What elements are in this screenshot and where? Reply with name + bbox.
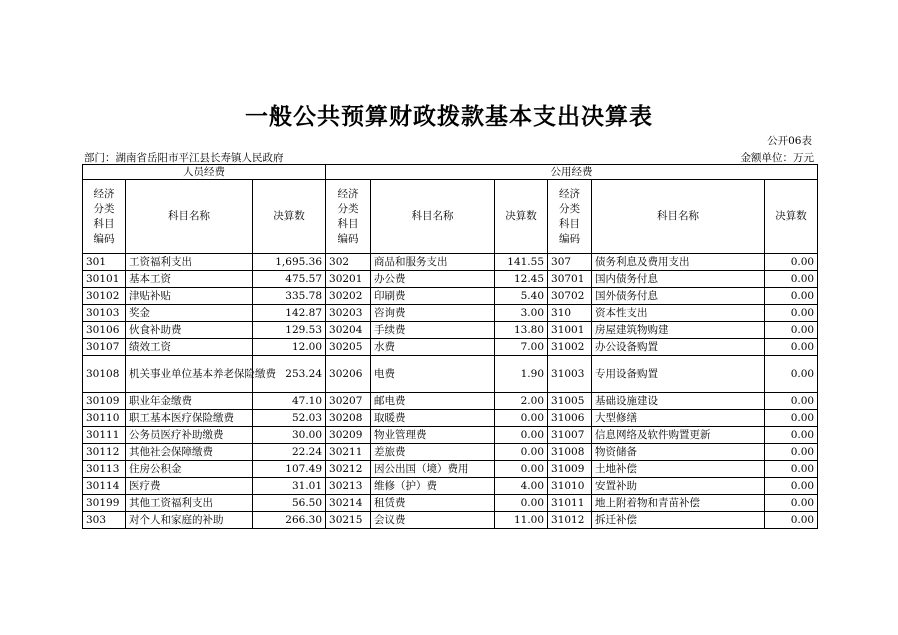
- name-cell: 基本工资: [126, 271, 253, 288]
- name-cell: 工资福利支出: [126, 254, 253, 271]
- name-cell: 医疗费: [126, 478, 253, 495]
- amount-cell: 0.00: [765, 410, 818, 427]
- code-cell: 31011: [548, 495, 592, 512]
- code-cell: 30102: [83, 288, 126, 305]
- code-cell: 30108: [83, 356, 126, 393]
- code-cell: 303: [83, 512, 126, 529]
- name-cell: 取暖费: [371, 410, 495, 427]
- amount-cell: 0.00: [765, 288, 818, 305]
- code-cell: 30207: [326, 393, 371, 410]
- amount-cell: 0.00: [765, 393, 818, 410]
- code-cell: 30214: [326, 495, 371, 512]
- code-cell: 30107: [83, 339, 126, 356]
- code-cell: 30109: [83, 393, 126, 410]
- amount-cell: 22.24: [253, 444, 326, 461]
- name-cell: 国外债务付息: [592, 288, 765, 305]
- amount-cell: 0.00: [495, 461, 548, 478]
- name-cell: 电费: [371, 356, 495, 393]
- name-cell: 机关事业单位基本养老保险缴费: [126, 356, 253, 393]
- code-cell: 30203: [326, 305, 371, 322]
- amount-cell: 13.80: [495, 322, 548, 339]
- form-number: 公开06表: [767, 135, 812, 147]
- amount-cell: 0.00: [765, 254, 818, 271]
- name-cell: 地上附着物和青苗补偿: [592, 495, 765, 512]
- code-cell: 302: [326, 254, 371, 271]
- header-amount-3: 决算数: [765, 180, 818, 254]
- amount-cell: 5.40: [495, 288, 548, 305]
- amount-unit-label: 金额单位：万元: [740, 152, 814, 164]
- code-cell: 31003: [548, 356, 592, 393]
- name-cell: 因公出国（境）费用: [371, 461, 495, 478]
- header-amount-1: 决算数: [253, 180, 326, 254]
- code-cell: 30112: [83, 444, 126, 461]
- code-cell: 31001: [548, 322, 592, 339]
- amount-cell: 1,695.36: [253, 254, 326, 271]
- amount-cell: 129.53: [253, 322, 326, 339]
- amount-cell: 475.57: [253, 271, 326, 288]
- name-cell: 手续费: [371, 322, 495, 339]
- name-cell: 办公费: [371, 271, 495, 288]
- amount-cell: 266.30: [253, 512, 326, 529]
- table-row: [83, 254, 818, 271]
- name-cell: 职工基本医疗保险缴费: [126, 410, 253, 427]
- table-row: [83, 271, 818, 288]
- code-cell: 30113: [83, 461, 126, 478]
- header-code-3: 经济分类科目编码: [548, 180, 592, 254]
- code-cell: 30211: [326, 444, 371, 461]
- name-cell: 对个人和家庭的补助: [126, 512, 253, 529]
- name-cell: 物资储备: [592, 444, 765, 461]
- name-cell: 基础设施建设: [592, 393, 765, 410]
- table-row: [83, 495, 818, 512]
- amount-cell: 0.00: [765, 495, 818, 512]
- group-personnel: 人员经费: [83, 165, 326, 180]
- name-cell: 大型修缮: [592, 410, 765, 427]
- amount-cell: 7.00: [495, 339, 548, 356]
- amount-cell: 0.00: [765, 512, 818, 529]
- amount-cell: 47.10: [253, 393, 326, 410]
- name-cell: 邮电费: [371, 393, 495, 410]
- code-cell: 31010: [548, 478, 592, 495]
- header-amount-2: 决算数: [495, 180, 548, 254]
- name-cell: 其他社会保障缴费: [126, 444, 253, 461]
- header-name-3: 科目名称: [592, 180, 765, 254]
- code-cell: 30110: [83, 410, 126, 427]
- amount-cell: 4.00: [495, 478, 548, 495]
- table-row: [83, 410, 818, 427]
- amount-cell: 31.01: [253, 478, 326, 495]
- amount-cell: 0.00: [765, 461, 818, 478]
- amount-cell: 0.00: [765, 305, 818, 322]
- name-cell: 伙食补助费: [126, 322, 253, 339]
- code-cell: 30209: [326, 427, 371, 444]
- name-cell: 公务员医疗补助缴费: [126, 427, 253, 444]
- amount-cell: 107.49: [253, 461, 326, 478]
- code-cell: 301: [83, 254, 126, 271]
- header-code-1: 经济分类科目编码: [83, 180, 126, 254]
- amount-cell: 141.55: [495, 254, 548, 271]
- code-cell: 30213: [326, 478, 371, 495]
- table-row: [83, 305, 818, 322]
- amount-cell: 1.90: [495, 356, 548, 393]
- name-cell: 会议费: [371, 512, 495, 529]
- code-cell: 30106: [83, 322, 126, 339]
- amount-cell: 3.00: [495, 305, 548, 322]
- table-row: [83, 444, 818, 461]
- name-cell: 差旅费: [371, 444, 495, 461]
- header-name-2: 科目名称: [371, 180, 495, 254]
- code-cell: 30101: [83, 271, 126, 288]
- amount-cell: 0.00: [495, 495, 548, 512]
- name-cell: 住房公积金: [126, 461, 253, 478]
- amount-cell: 0.00: [765, 322, 818, 339]
- name-cell: 土地补偿: [592, 461, 765, 478]
- amount-cell: 335.78: [253, 288, 326, 305]
- name-cell: 咨询费: [371, 305, 495, 322]
- amount-cell: 0.00: [495, 444, 548, 461]
- amount-cell: 253.24: [253, 356, 326, 393]
- code-cell: 30202: [326, 288, 371, 305]
- code-cell: 30201: [326, 271, 371, 288]
- department-label: 部门：湖南省岳阳市平江县长寿镇人民政府: [84, 152, 284, 164]
- amount-cell: 56.50: [253, 495, 326, 512]
- name-cell: 债务利息及费用支出: [592, 254, 765, 271]
- header-code-2: 经济分类科目编码: [326, 180, 371, 254]
- name-cell: 津贴补贴: [126, 288, 253, 305]
- amount-cell: 0.00: [765, 444, 818, 461]
- amount-cell: 0.00: [495, 427, 548, 444]
- name-cell: 安置补助: [592, 478, 765, 495]
- name-cell: 商品和服务支出: [371, 254, 495, 271]
- name-cell: 资本性支出: [592, 305, 765, 322]
- code-cell: 310: [548, 305, 592, 322]
- code-cell: 30212: [326, 461, 371, 478]
- amount-cell: 0.00: [765, 339, 818, 356]
- name-cell: 租赁费: [371, 495, 495, 512]
- name-cell: 绩效工资: [126, 339, 253, 356]
- name-cell: 房屋建筑物购建: [592, 322, 765, 339]
- amount-cell: 30.00: [253, 427, 326, 444]
- header-name-1: 科目名称: [126, 180, 253, 254]
- table-row: [83, 512, 818, 529]
- amount-cell: 11.00: [495, 512, 548, 529]
- name-cell: 国内债务付息: [592, 271, 765, 288]
- name-cell: 其他工资福利支出: [126, 495, 253, 512]
- name-cell: 拆迁补偿: [592, 512, 765, 529]
- amount-cell: 0.00: [765, 356, 818, 393]
- code-cell: 31008: [548, 444, 592, 461]
- budget-table: [82, 164, 818, 529]
- page-title: 一般公共预算财政拨款基本支出决算表: [245, 104, 653, 130]
- amount-cell: 12.00: [253, 339, 326, 356]
- code-cell: 30204: [326, 322, 371, 339]
- name-cell: 印刷费: [371, 288, 495, 305]
- amount-cell: 12.45: [495, 271, 548, 288]
- name-cell: 办公设备购置: [592, 339, 765, 356]
- name-cell: 维修（护）费: [371, 478, 495, 495]
- code-cell: 30702: [548, 288, 592, 305]
- code-cell: 30701: [548, 271, 592, 288]
- table-row: [83, 393, 818, 410]
- name-cell: 信息网络及软件购置更新: [592, 427, 765, 444]
- code-cell: 307: [548, 254, 592, 271]
- table-row: [83, 288, 818, 305]
- amount-cell: 2.00: [495, 393, 548, 410]
- code-cell: 31009: [548, 461, 592, 478]
- table-row: [83, 427, 818, 444]
- amount-cell: 0.00: [495, 410, 548, 427]
- group-public: 公用经费: [326, 165, 818, 180]
- name-cell: 物业管理费: [371, 427, 495, 444]
- name-cell: 专用设备购置: [592, 356, 765, 393]
- name-cell: 水费: [371, 339, 495, 356]
- code-cell: 30103: [83, 305, 126, 322]
- table-row: [83, 356, 818, 393]
- name-cell: 职业年金缴费: [126, 393, 253, 410]
- table-row: [83, 461, 818, 478]
- table-row: [83, 339, 818, 356]
- code-cell: 30206: [326, 356, 371, 393]
- code-cell: 31002: [548, 339, 592, 356]
- code-cell: 30215: [326, 512, 371, 529]
- code-cell: 30205: [326, 339, 371, 356]
- code-cell: 30199: [83, 495, 126, 512]
- table-row: [83, 322, 818, 339]
- group-header-row: [83, 165, 818, 180]
- code-cell: 30114: [83, 478, 126, 495]
- code-cell: 31006: [548, 410, 592, 427]
- amount-cell: 0.00: [765, 271, 818, 288]
- amount-cell: 0.00: [765, 478, 818, 495]
- amount-cell: 0.00: [765, 427, 818, 444]
- amount-cell: 52.03: [253, 410, 326, 427]
- code-cell: 31012: [548, 512, 592, 529]
- column-header-row: [83, 180, 818, 254]
- amount-cell: 142.87: [253, 305, 326, 322]
- code-cell: 30111: [83, 427, 126, 444]
- name-cell: 奖金: [126, 305, 253, 322]
- table-row: [83, 478, 818, 495]
- code-cell: 31005: [548, 393, 592, 410]
- code-cell: 30208: [326, 410, 371, 427]
- code-cell: 31007: [548, 427, 592, 444]
